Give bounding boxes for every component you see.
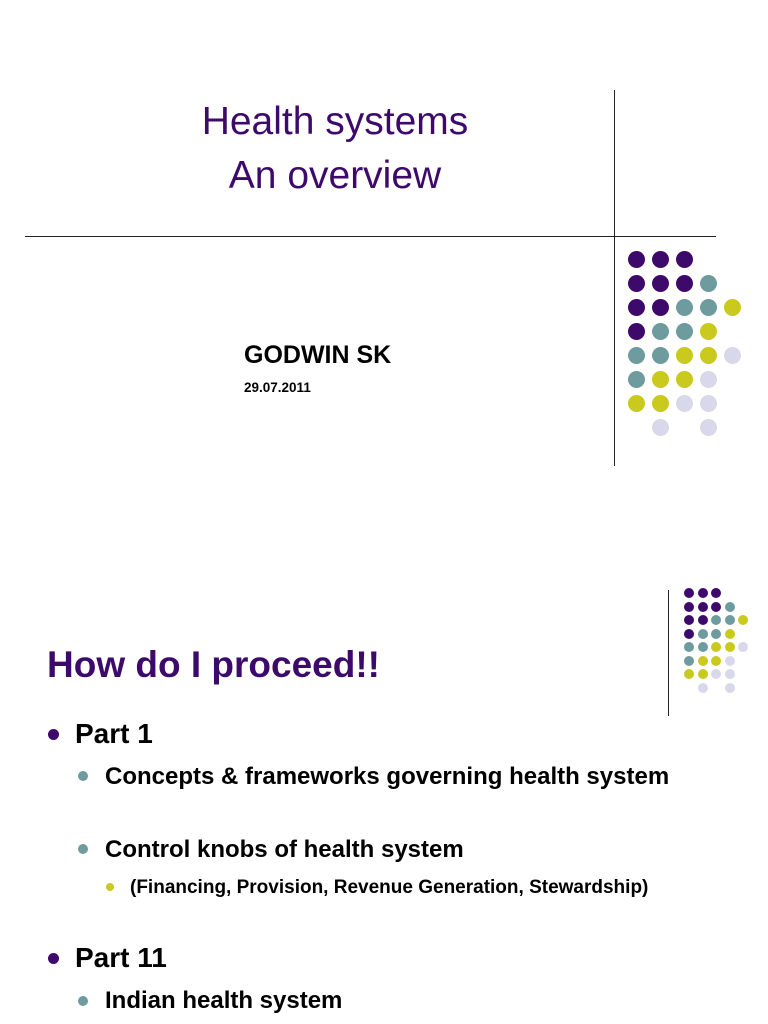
decorative-dot [711,669,721,679]
decorative-dot [676,347,693,364]
vertical-divider [668,590,669,716]
decorative-dot [700,395,717,412]
author-name: GODWIN SK [244,341,392,369]
decorative-dot [700,419,717,436]
decorative-dot [628,251,645,268]
bullet-marker [78,844,88,854]
slide-title: How do I proceed!! [47,644,380,685]
decorative-dot [652,395,669,412]
decorative-dot [628,371,645,388]
decorative-dot [698,656,708,666]
bullet-item: Concepts & frameworks governing health system [105,763,670,790]
decorative-dot [684,669,694,679]
bullet-item: Part 1 [75,718,153,749]
decorative-dot [684,615,694,625]
decorative-dot [676,371,693,388]
decorative-dot [652,419,669,436]
decorative-dot [725,615,735,625]
decorative-dot [711,615,721,625]
decorative-dot [711,642,721,652]
decorative-dot [628,299,645,316]
decorative-dot [684,588,694,598]
decorative-dot [700,323,717,340]
bullet-marker [48,953,59,964]
decorative-dot [725,642,735,652]
decorative-dot [725,683,735,693]
decorative-dot [698,615,708,625]
decorative-dot [652,251,669,268]
bullet-marker [48,729,59,740]
decorative-dot [700,275,717,292]
bullet-item: Part 11 [75,942,167,973]
decorative-dot [725,669,735,679]
decorative-dot [725,602,735,612]
decorative-dot [698,629,708,639]
decorative-dot [711,629,721,639]
decorative-dot [652,323,669,340]
decorative-dot [676,251,693,268]
presentation-date: 29.07.2011 [244,380,311,395]
decorative-dot [711,588,721,598]
decorative-dot [652,347,669,364]
decorative-dot [676,395,693,412]
decorative-dot [725,656,735,666]
title-line-1: Health systems [201,100,469,143]
decorative-dot [738,642,748,652]
decorative-dot [738,615,748,625]
decorative-dot [628,395,645,412]
decorative-dot [684,602,694,612]
decorative-dot [652,371,669,388]
decorative-dot [684,656,694,666]
horizontal-divider [25,236,716,237]
decorative-dot [652,275,669,292]
decorative-dot [698,642,708,652]
bullet-item: Control knobs of health system [105,836,464,863]
decorative-dot [700,299,717,316]
decorative-dot [684,629,694,639]
decorative-dot [698,602,708,612]
decorative-dot [628,275,645,292]
decorative-dot [676,323,693,340]
agenda-slide [0,512,768,1024]
decorative-dot [652,299,669,316]
decorative-dot [711,602,721,612]
decorative-dot [724,347,741,364]
decorative-dot [698,683,708,693]
decorative-dot [684,642,694,652]
bullet-marker [78,771,88,781]
decorative-dot [725,629,735,639]
title-line-2: An overview [228,154,442,197]
vertical-divider [614,90,615,466]
bullet-marker [78,996,88,1006]
decorative-dot [628,323,645,340]
bullet-item: Indian health system [105,987,343,1014]
decorative-dot [700,347,717,364]
decorative-dot [698,669,708,679]
decorative-dot [711,656,721,666]
slide-title [150,95,520,203]
bullet-item: (Financing, Provision, Revenue Generation, Stewardship) [130,877,649,898]
decorative-dot [700,371,717,388]
decorative-dot [676,299,693,316]
decorative-dot [698,588,708,598]
bullet-marker [106,883,114,891]
decorative-dot [724,299,741,316]
decorative-dot [676,275,693,292]
decorative-dot [628,347,645,364]
